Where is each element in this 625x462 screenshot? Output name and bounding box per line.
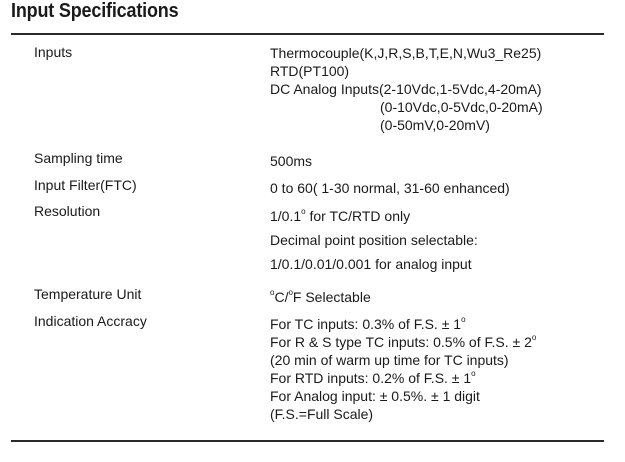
degree-symbol: o [270, 288, 275, 297]
spec-value-line: Decimal point position selectable: [270, 232, 478, 248]
degree-symbol: o [301, 207, 306, 216]
spec-label: Resolution [34, 203, 101, 219]
spec-value-line: (F.S.=Full Scale) [270, 406, 374, 422]
spec-value [270, 152, 312, 170]
spec-value-line: For Analog input: ± 0.5%. ± 1 digit [270, 388, 480, 404]
accuracy-rs: For R & S type TC inputs: 0.5% of F.S. ± 2 [270, 334, 532, 350]
title-divider [11, 33, 604, 35]
spec-value [270, 288, 371, 306]
degree-symbol: o [288, 288, 293, 297]
resolution-value: 1/0.1 [270, 208, 302, 224]
spec-value-line: RTD(PT100) [270, 63, 350, 79]
spec-value-line: 0 to 60( 1-30 normal, 31-60 enhanced) [270, 180, 510, 196]
page-title: Input Specifications [11, 0, 179, 22]
spec-label: Input Filter(FTC) [34, 177, 137, 193]
spec-label: Indication Accracy [34, 313, 147, 329]
accuracy-tc: For TC inputs: 0.3% of F.S. ± 1 [270, 316, 462, 332]
spec-value-line: (20 min of warm up time for TC inputs) [270, 352, 509, 368]
spec-value-line [270, 333, 536, 351]
degree-symbol: o [531, 333, 537, 342]
spec-value-line [270, 207, 478, 231]
unit-fahrenheit: F Selectable [292, 289, 371, 305]
spec-value [270, 44, 543, 134]
table-bottom-divider [11, 440, 604, 442]
spec-value-line: 500ms [270, 153, 313, 169]
spec-label: Temperature Unit [34, 286, 142, 302]
spec-value-line: (0-50mV,0-20mV) [380, 117, 490, 133]
spec-value-line [270, 288, 371, 306]
accuracy-rtd: For RTD inputs: 0.2% of F.S. ± 1 [270, 370, 472, 386]
unit-celsius: C/ [274, 289, 289, 305]
spec-label: Inputs [34, 44, 73, 60]
spec-value-line: DC Analog Inputs(2-10Vdc,1-5Vdc,4-20mA) [270, 81, 542, 97]
resolution-scope: for TC/RTD only [305, 208, 411, 224]
spec-value-line: Thermocouple(K,J,R,S,B,T,E,N,Wu3_Re25) [270, 45, 542, 61]
spec-value [270, 179, 510, 197]
spec-label: Sampling time [34, 150, 123, 166]
degree-symbol: o [471, 369, 476, 378]
spec-value-line [270, 315, 536, 333]
spec-value [270, 315, 536, 423]
degree-symbol: o [461, 315, 466, 324]
spec-value-line: 1/0.1/0.01/0.001 for analog input [270, 256, 472, 272]
spec-value-line [270, 369, 536, 387]
spec-value [270, 207, 478, 273]
spec-value-line: (0-10Vdc,0-5Vdc,0-20mA) [380, 99, 543, 115]
